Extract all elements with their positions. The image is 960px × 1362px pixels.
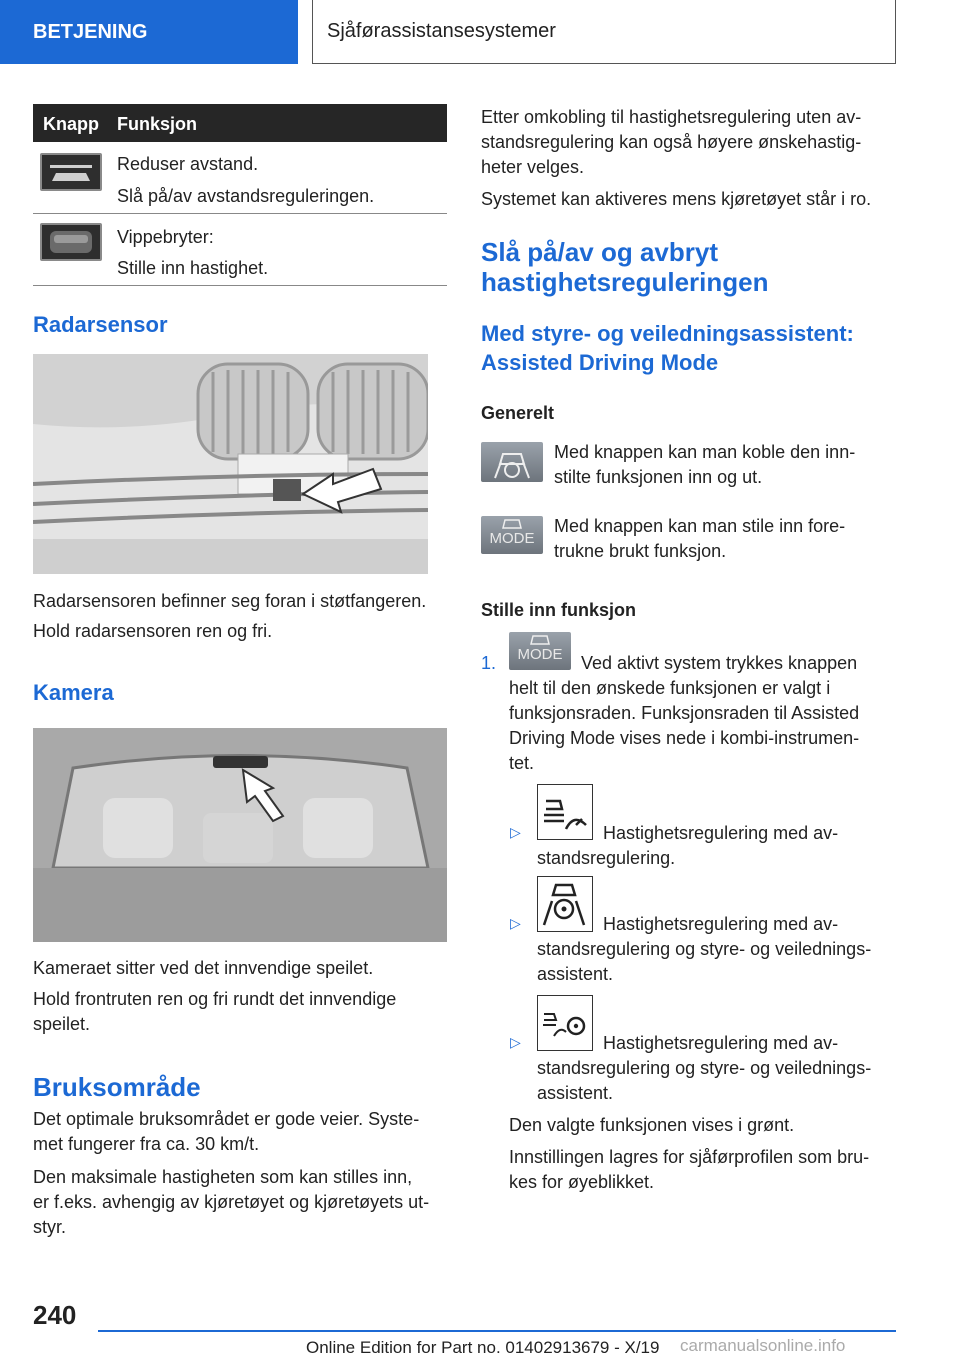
acc-distance-steering-icon bbox=[537, 995, 593, 1051]
mode-button-icon bbox=[509, 632, 571, 670]
step-number: 1. bbox=[481, 653, 497, 673]
bullet-3-line1: Hastighetsregulering med av- bbox=[603, 1033, 839, 1053]
camera-paragraph-2b: speilet. bbox=[33, 1014, 91, 1034]
page-number: 240 bbox=[33, 1300, 77, 1330]
radar-paragraph-1: Radarsensoren befinner seg foran i støtfangeren. bbox=[33, 591, 427, 611]
section-tab bbox=[0, 0, 298, 64]
table-row-1-line1: Reduser avstand. bbox=[117, 154, 259, 174]
step-1-line2: helt til den ønskede funksjonen er valgt i bbox=[509, 678, 831, 698]
ending-paragraph-2a: Innstillingen lagres for sjåførprofilen som bru- bbox=[509, 1147, 870, 1167]
step-1-line3: funksjonsraden. Funksjonsraden til Assisted bbox=[509, 703, 860, 723]
camera-paragraph-1: Kameraet sitter ved det innvendige speilet. bbox=[33, 958, 374, 978]
bullet-2-line1: Hastighetsregulering med av- bbox=[603, 914, 839, 934]
general-heading: Generelt bbox=[481, 403, 555, 423]
camera-paragraph-2a: Hold frontruten ren og fri rundt det innvendige bbox=[33, 989, 397, 1009]
bullet-3-line2: standsregulering og styre- og veilednings- bbox=[537, 1058, 872, 1078]
camera-image bbox=[33, 728, 447, 942]
table-header bbox=[33, 104, 447, 142]
column-header-function: Funksjon bbox=[117, 114, 197, 134]
table-row-2-line1: Vippebryter: bbox=[117, 227, 214, 247]
ending-paragraph-2b: kes for øyeblikket. bbox=[509, 1172, 655, 1192]
acc-distance-icon bbox=[537, 784, 593, 840]
distance-button-icon bbox=[40, 153, 102, 191]
usage-heading: Bruksområde bbox=[33, 1072, 201, 1102]
acc-steering-icon bbox=[537, 876, 593, 932]
bullet-3-line3: assistent. bbox=[537, 1083, 614, 1103]
camera-heading: Kamera bbox=[33, 680, 114, 705]
section-label: BETJENING bbox=[33, 20, 148, 43]
step-1-line4: Driving Mode vises nede i kombi-instrumen- bbox=[509, 728, 860, 748]
table-divider bbox=[33, 285, 447, 286]
section-heading-line1: Slå på/av og avbryt bbox=[481, 237, 718, 267]
right-p1c: heter velges. bbox=[481, 157, 585, 177]
subsection-heading-line2: Assisted Driving Mode bbox=[481, 350, 719, 375]
usage-p2a: Den maksimale hastigheten som kan stilles inn, bbox=[33, 1167, 413, 1187]
mode-label: MODE bbox=[517, 646, 563, 663]
rocker-switch-icon bbox=[40, 223, 102, 261]
bullet-triangle-icon: ▷ bbox=[510, 824, 521, 840]
chapter-label: Sjåførassistansesystemer bbox=[327, 20, 556, 42]
general-p2b: trukne brukt funksjon. bbox=[554, 541, 727, 561]
column-header-button: Knapp bbox=[43, 114, 99, 134]
assist-button-icon bbox=[481, 442, 543, 482]
subsection-heading-line1: Med styre- og veiledningsassistent: bbox=[481, 321, 854, 346]
ending-paragraph-1: Den valgte funksjonen vises i grønt. bbox=[509, 1115, 795, 1135]
general-p2a: Med knappen kan man stile inn fore- bbox=[554, 516, 846, 536]
step-1-line5: tet. bbox=[509, 753, 535, 773]
bullet-triangle-icon: ▷ bbox=[510, 1034, 521, 1050]
right-p2: Systemet kan aktiveres mens kjøretøyet står i ro. bbox=[481, 189, 872, 209]
mode-label: MODE bbox=[489, 530, 535, 547]
chapter-header bbox=[312, 0, 896, 64]
usage-p2c: styr. bbox=[33, 1217, 67, 1237]
radar-paragraph-2: Hold radarsensoren ren og fri. bbox=[33, 621, 273, 641]
radar-heading: Radarsensor bbox=[33, 312, 168, 337]
section-heading-line2: hastighetsreguleringen bbox=[481, 267, 769, 297]
bullet-2-line2: standsregulering og styre- og veilednings- bbox=[537, 939, 872, 959]
right-p1b: standsregulering kan også høyere ønskehastig- bbox=[481, 132, 862, 152]
general-p1a: Med knappen kan man koble den inn- bbox=[554, 442, 856, 462]
footer-edition: Online Edition for Part no. 01402913679 - X/19 bbox=[306, 1338, 660, 1357]
table-row-2-line2: Stille inn hastighet. bbox=[117, 258, 269, 278]
table-row-1-line2: Slå på/av avstandsreguleringen. bbox=[117, 186, 375, 206]
bullet-1-line1: Hastighetsregulering med av- bbox=[603, 823, 839, 843]
radar-sensor-image bbox=[33, 354, 428, 574]
footer-divider bbox=[98, 1330, 896, 1332]
usage-p2b: er f.eks. avhengig av kjøretøyet og kjøretøyets ut- bbox=[33, 1192, 430, 1212]
bullet-triangle-icon: ▷ bbox=[510, 915, 521, 931]
general-p1b: stilte funksjonen inn og ut. bbox=[554, 467, 763, 487]
bullet-1-line2: standsregulering. bbox=[537, 848, 676, 868]
usage-p1b: met fungerer fra ca. 30 km/t. bbox=[33, 1134, 260, 1154]
set-function-heading: Stille inn funksjon bbox=[481, 600, 637, 620]
usage-p1a: Det optimale bruksområdet er gode veier. Syste- bbox=[33, 1109, 420, 1129]
mode-button-icon bbox=[481, 516, 543, 554]
table-divider bbox=[33, 213, 447, 214]
right-p1a: Etter omkobling til hastighetsregulering uten av- bbox=[481, 107, 862, 127]
step-1-line1: Ved aktivt system trykkes knappen bbox=[581, 653, 858, 673]
watermark: carmanualsonline.info bbox=[680, 1336, 846, 1355]
bullet-2-line3: assistent. bbox=[537, 964, 614, 984]
